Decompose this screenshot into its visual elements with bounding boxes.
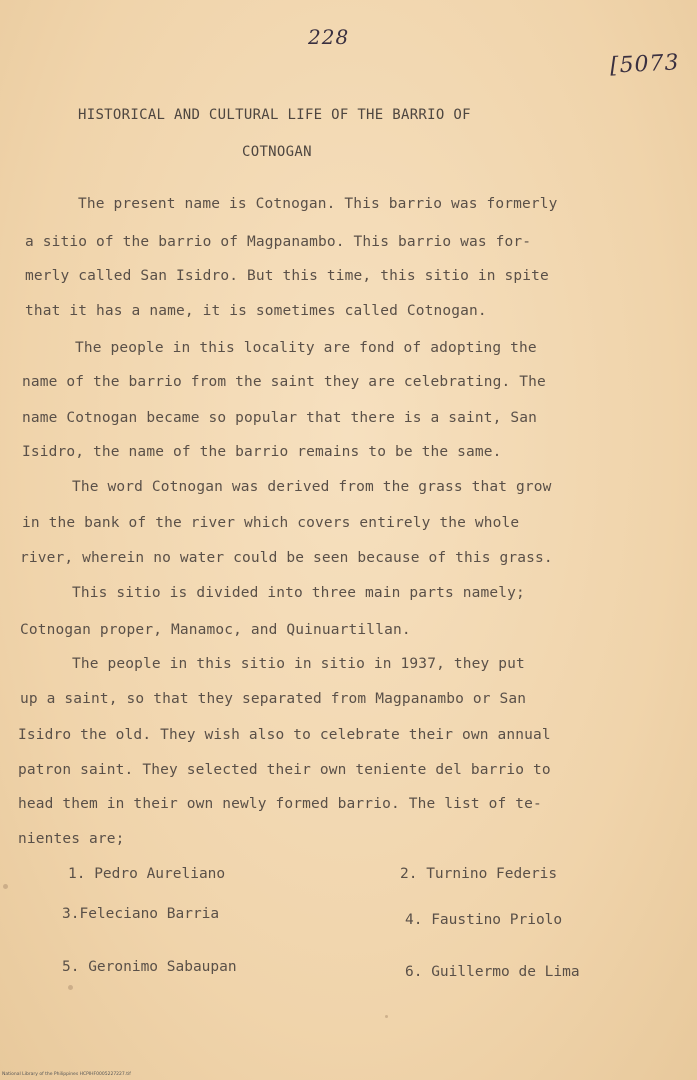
body-line: Isidro, the name of the barrio remains to be the same. <box>22 444 502 460</box>
body-line: patron saint. They selected their own teniente del barrio to <box>18 762 551 778</box>
body-line: The word Cotnogan was derived from the grass that grow <box>72 479 552 495</box>
paper-spot <box>385 1015 388 1018</box>
body-line: The present name is Cotnogan. This barrio was formerly <box>78 196 558 212</box>
body-line: river, wherein no water could be seen because of this grass. <box>20 550 553 566</box>
teniente-list-item: 6. Guillermo de Lima <box>405 964 580 980</box>
document-title-line-2: COTNOGAN <box>242 144 312 160</box>
teniente-list-item: 2. Turnino Federis <box>400 866 558 882</box>
body-line: name of the barrio from the saint they are celebrating. The <box>22 374 546 390</box>
body-line: name Cotnogan became so popular that there is a saint, San <box>22 410 538 426</box>
body-line: This sitio is divided into three main parts namely; <box>72 585 525 601</box>
body-line: The people in this locality are fond of adopting the <box>75 340 537 356</box>
body-line: Isidro the old. They wish also to celebrate their own annual <box>18 727 551 743</box>
body-line: head them in their own newly formed barrio. The list of te- <box>18 796 542 812</box>
body-line: that it has a name, it is sometimes called Cotnogan. <box>25 303 487 319</box>
page-number-handwritten: 228 <box>308 25 350 49</box>
body-line: The people in this sitio in sitio in 1937, they put <box>72 656 525 672</box>
teniente-list-item: 1. Pedro Aureliano <box>68 866 226 882</box>
teniente-list-item: 4. Faustino Priolo <box>405 912 563 928</box>
archive-footer: National Library of the Philippines HCPIHF0005227227.tif <box>2 1072 131 1077</box>
body-line: a sitio of the barrio of Magpanambo. This barrio was for- <box>25 234 532 250</box>
document-title-line-1: HISTORICAL AND CULTURAL LIFE OF THE BARRIO OF <box>78 107 471 123</box>
teniente-list-item: 5. Geronimo Sabaupan <box>62 959 237 975</box>
reference-number-handwritten: [5073 <box>609 50 681 79</box>
body-line: in the bank of the river which covers entirely the whole <box>22 515 520 531</box>
teniente-list-item: 3.Feleciano Barria <box>62 906 220 922</box>
body-line: merly called San Isidro. But this time, this sitio in spite <box>25 268 549 284</box>
body-line: Cotnogan proper, Manamoc, and Quinuartillan. <box>20 622 411 638</box>
body-line: up a saint, so that they separated from Magpanambo or San <box>20 691 527 707</box>
paper-spot <box>3 884 8 889</box>
paper-spot <box>68 985 73 990</box>
body-line: nientes are; <box>18 831 125 847</box>
